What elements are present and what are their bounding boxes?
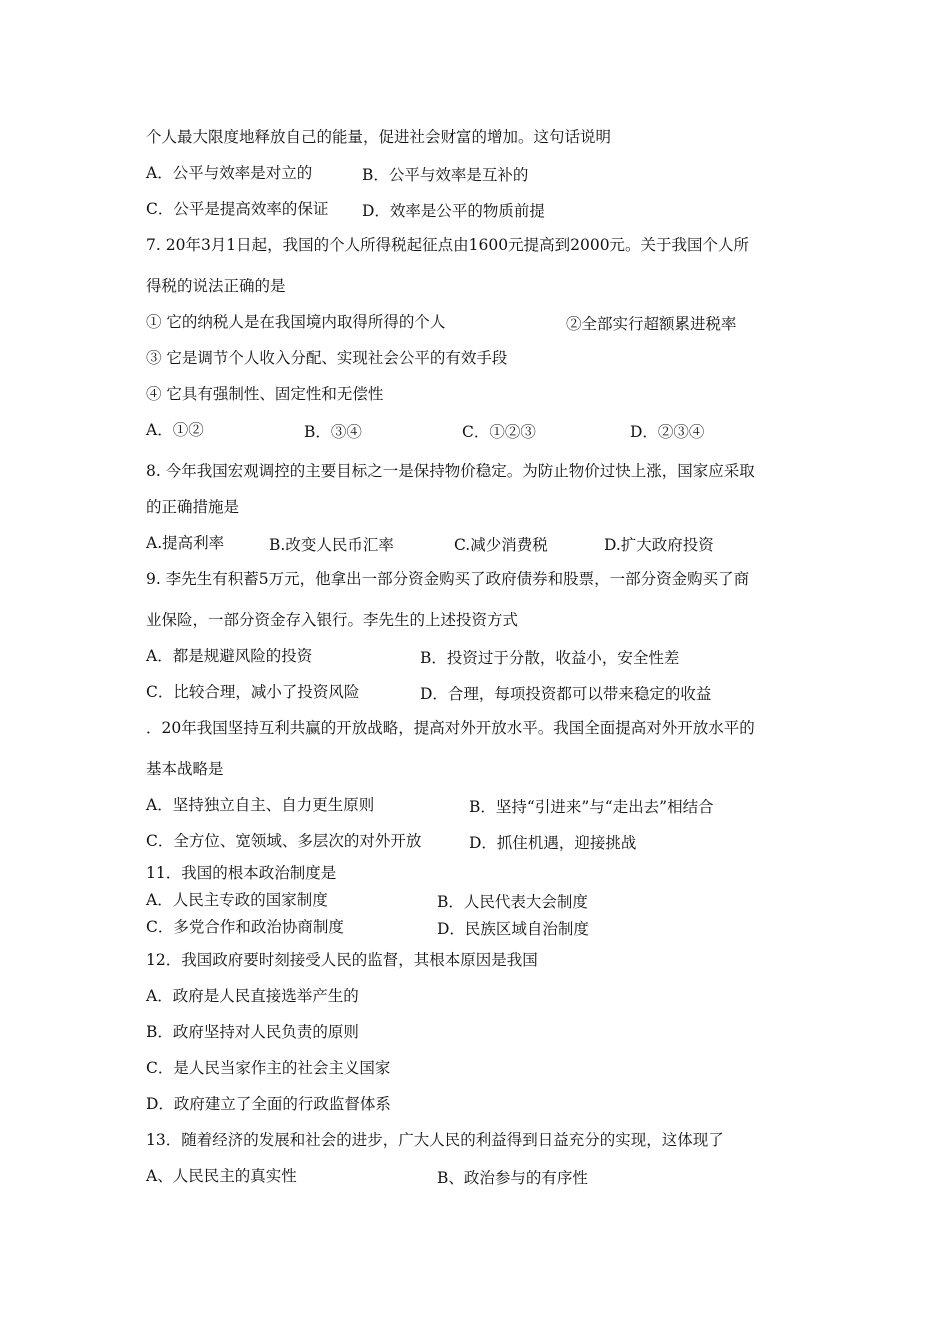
option-a: A．坚持独立自主、自力更生原则 xyxy=(146,796,375,814)
question-10-cont: 基本战略是 xyxy=(146,760,224,778)
option-b: B．投资过于分散，收益小，安全性差 xyxy=(420,649,680,667)
option-b: B．坚持“引进来”与“走出去”相结合 xyxy=(469,798,714,816)
option-b: B．③④ xyxy=(304,423,362,441)
option-d: D．政府建立了全面的行政监督体系 xyxy=(146,1095,391,1113)
question-9: 9. 李先生有积蓄5万元，他拿出一部分资金购买了政府债券和股票，一部分资金购买了商 xyxy=(146,570,750,588)
option-a: A．①② xyxy=(146,421,204,439)
option-a: A．公平与效率是对立的 xyxy=(146,164,313,182)
option-d: D.扩大政府投资 xyxy=(604,536,714,554)
question-12: 12．我国政府要时刻接受人民的监督，其根本原因是我国 xyxy=(146,951,538,969)
option-c: C．多党合作和政治协商制度 xyxy=(146,918,344,936)
option-c: C．公平是提高效率的保证 xyxy=(146,200,329,218)
text-line: 个人最大限度地释放自己的能量，促进社会财富的增加。这句话说明 xyxy=(146,128,612,146)
option-b: B．人民代表大会制度 xyxy=(437,893,588,911)
option-b: B、政治参与的有序性 xyxy=(437,1169,588,1187)
option-b: B.改变人民币汇率 xyxy=(269,536,394,554)
option-c: C．全方位、宽领域、多层次的对外开放 xyxy=(146,832,422,850)
statement-4: ④ 它具有强制性、固定性和无偿性 xyxy=(146,385,384,403)
option-c: C．比较合理，减小了投资风险 xyxy=(146,683,360,701)
question-10: ．20年我国坚持互利共赢的开放战略，提高对外开放水平。我国全面提高对外开放水平的 xyxy=(146,719,755,737)
option-b: B．政府坚持对人民负责的原则 xyxy=(146,1023,359,1041)
question-8-cont: 的正确措施是 xyxy=(146,498,240,516)
question-7: 7. 20年3月1日起，我国的个人所得税起征点由1600元提高到2000元。关于我国个人所 xyxy=(146,236,750,254)
statement-2: ②全部实行超额累进税率 xyxy=(566,315,737,333)
option-a: A.提高利率 xyxy=(146,534,225,552)
option-b: B．公平与效率是互补的 xyxy=(362,166,529,184)
option-a: A．政府是人民直接选举产生的 xyxy=(146,987,359,1005)
option-d: D．抓住机遇，迎接挑战 xyxy=(469,834,637,852)
option-c: C．是人民当家作主的社会主义国家 xyxy=(146,1059,391,1077)
question-7-cont: 得税的说法正确的是 xyxy=(146,277,286,295)
option-d: D．②③④ xyxy=(630,423,705,441)
question-11: 11．我国的根本政治制度是 xyxy=(146,864,337,882)
question-9-cont: 业保险，一部分资金存入银行。李先生的上述投资方式 xyxy=(146,611,519,629)
statement-1: ① 它的纳税人是在我国境内取得所得的个人 xyxy=(146,313,446,331)
option-d: D．民族区域自治制度 xyxy=(437,920,589,938)
option-a: A．人民主专政的国家制度 xyxy=(146,891,328,909)
question-13: 13．随着经济的发展和社会的进步，广大人民的利益得到日益充分的实现，这体现了 xyxy=(146,1131,724,1149)
option-c: C．①②③ xyxy=(462,423,536,441)
question-8: 8. 今年我国宏观调控的主要目标之一是保持物价稳定。为防止物价过快上涨，国家应采取 xyxy=(146,462,755,480)
statement-3: ③ 它是调节个人收入分配、实现社会公平的有效手段 xyxy=(146,349,508,367)
option-a: A、人民民主的真实性 xyxy=(146,1167,297,1185)
option-d: D．效率是公平的物质前提 xyxy=(362,202,545,220)
option-d: D．合理，每项投资都可以带来稳定的收益 xyxy=(420,685,712,703)
option-a: A．都是规避风险的投资 xyxy=(146,647,313,665)
option-c: C.减少消费税 xyxy=(454,536,548,554)
